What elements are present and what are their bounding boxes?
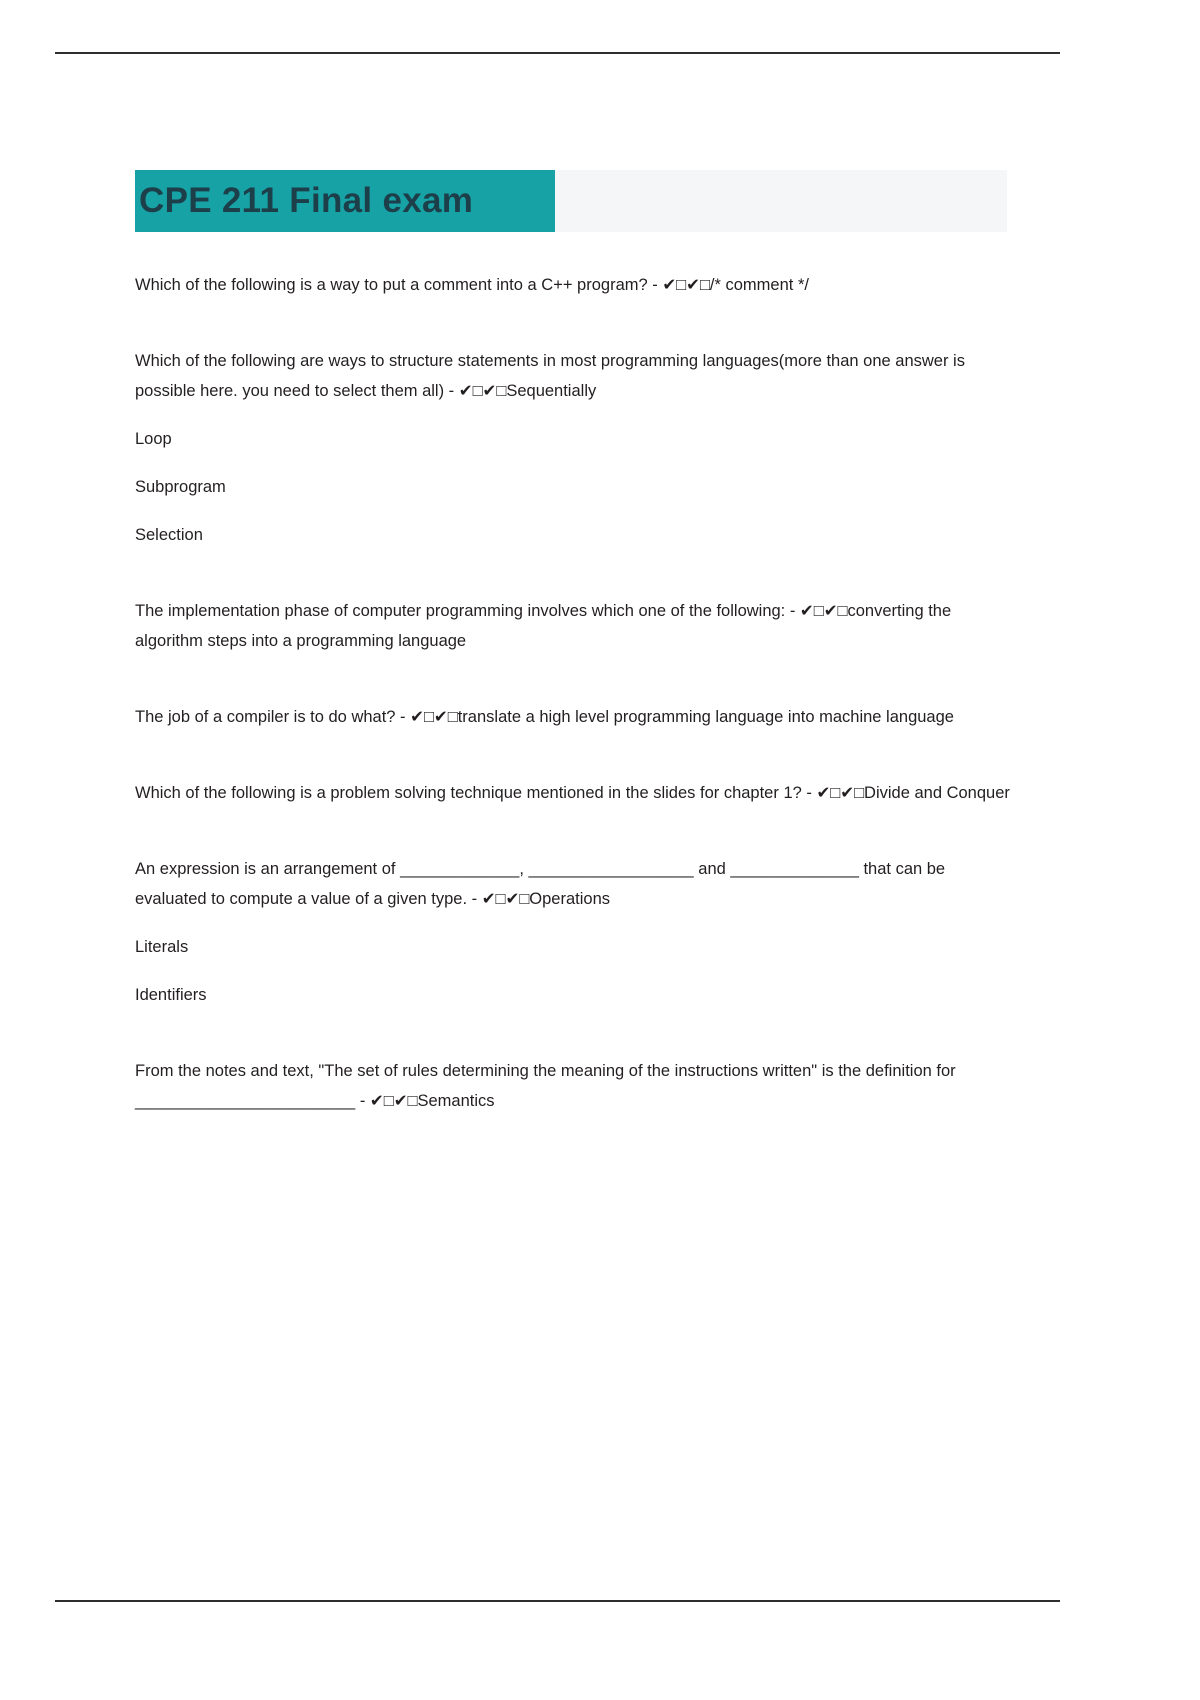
question-7: From the notes and text, "The set of rules determining the meaning of the instructions written" is the definition for ________________________ - ✔□✔□Semantics — [135, 1062, 956, 1110]
question-2-option-2: Subprogram — [135, 478, 226, 496]
question-2-option-1: Loop — [135, 430, 172, 448]
question-2-option-3: Selection — [135, 526, 203, 544]
question-4: The job of a compiler is to do what? - ✔□✔□translate a high level programming language into machine language — [135, 708, 954, 726]
header-rule — [55, 52, 1060, 54]
question-6: An expression is an arrangement of _____________, __________________ and ______________ that can be evaluated to compute a value of a given type. - ✔□✔□Operations — [135, 860, 946, 908]
page-title: CPE 211 Final exam — [139, 181, 474, 220]
footer-rule — [55, 1600, 1060, 1602]
question-3: The implementation phase of computer programming involves which one of the following: - ✔□✔□converting the algorithm steps into a programming language — [135, 602, 952, 650]
document-content — [135, 170, 1010, 1162]
question-6-option-2: Identifiers — [135, 986, 207, 1004]
question-2: Which of the following are ways to structure statements in most programming languages(more than one answer is possible here. you need to select them all) - ✔□✔□Sequentially — [135, 352, 965, 400]
question-5: Which of the following is a problem solving technique mentioned in the slides for chapter 1? - ✔□✔□Divide and Conquer — [135, 784, 1010, 802]
question-1: Which of the following is a way to put a comment into a C++ program? - ✔□✔□/* comment */ — [135, 276, 809, 294]
question-6-option-1: Literals — [135, 938, 189, 956]
title-band — [135, 170, 1007, 232]
